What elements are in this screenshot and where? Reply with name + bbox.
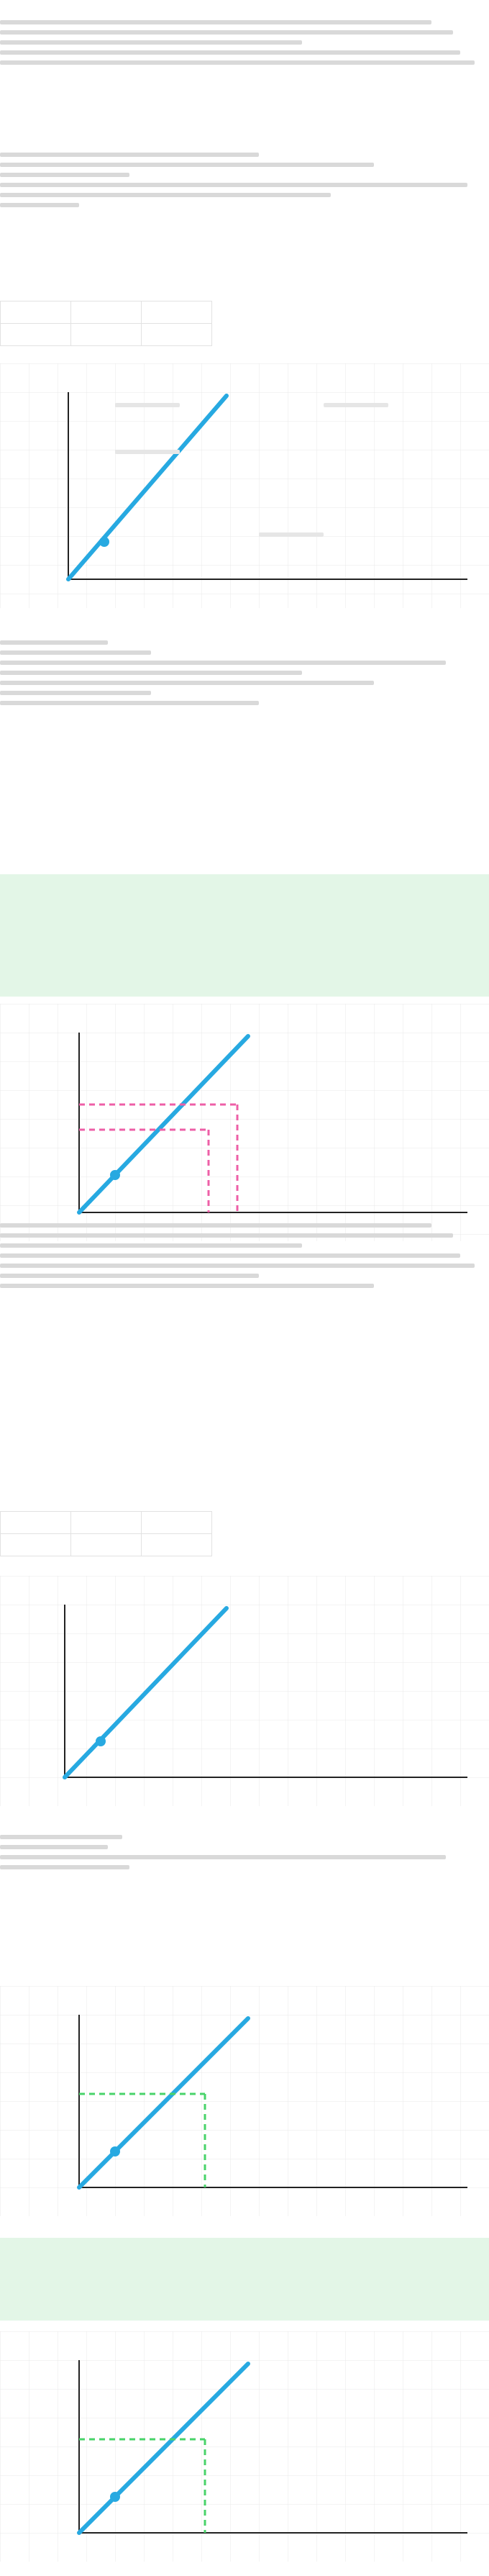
table: [0, 1511, 212, 1556]
chart: [0, 2331, 489, 2562]
text-block: [0, 1835, 489, 1875]
text-block: [0, 1223, 489, 1294]
chart: [0, 1004, 489, 1241]
text-block: [0, 640, 489, 711]
highlight-block: [0, 874, 489, 997]
chart: [0, 1986, 489, 2216]
highlight-block: [0, 2238, 489, 2321]
table: [0, 301, 212, 346]
chart: [0, 363, 489, 608]
text-block: [0, 153, 489, 213]
text-block: [0, 20, 489, 71]
page-header: [0, 0, 489, 16]
chart: [0, 1576, 489, 1806]
